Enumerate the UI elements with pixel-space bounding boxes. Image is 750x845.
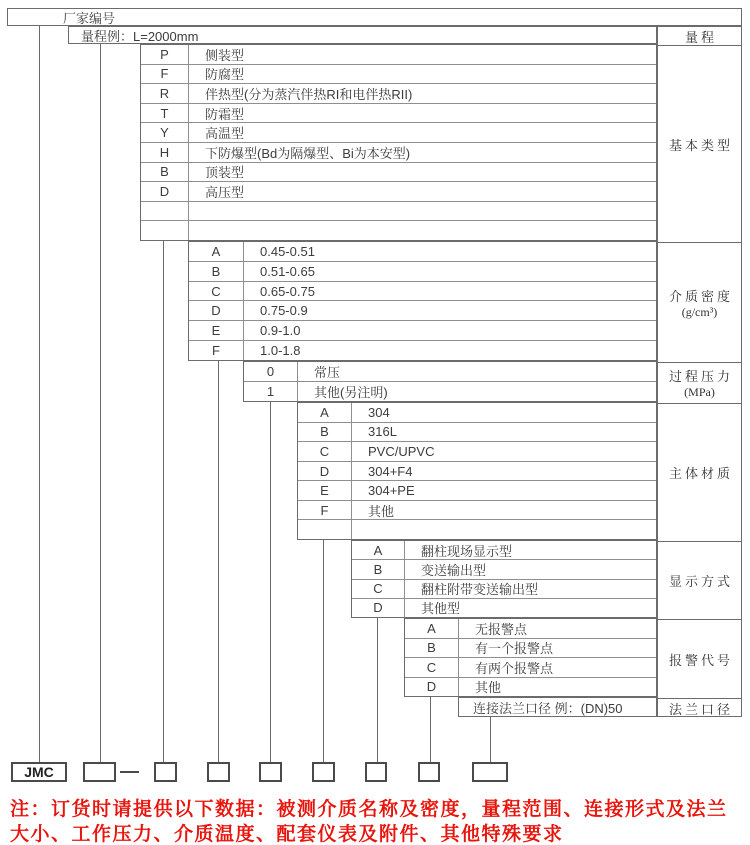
- side-label-range: 量程: [684, 29, 717, 45]
- option-row: [298, 480, 656, 500]
- side-label-flange-size: 法兰口径: [658, 698, 741, 718]
- option-row: [189, 281, 656, 301]
- option-code: A: [298, 403, 352, 422]
- option-code: 1: [244, 382, 298, 401]
- connector-line-basic-type: [163, 241, 164, 762]
- option-desc: 其他(另注明): [314, 385, 388, 400]
- option-desc: 下防爆型(Bd为隔爆型、Bi为本安型): [205, 145, 411, 161]
- side-label-basic-type: 基本类型: [658, 45, 741, 242]
- option-code: D: [189, 301, 244, 320]
- option-row: [352, 579, 656, 598]
- factory-code-row: [7, 8, 742, 26]
- option-row: [189, 320, 656, 340]
- code-box-range: [83, 762, 116, 782]
- option-desc: 0.45-0.51: [260, 243, 315, 259]
- section-medium-density: [188, 241, 657, 361]
- option-desc: [352, 520, 656, 539]
- option-desc: 其他: [368, 503, 395, 519]
- option-code: B: [141, 163, 189, 182]
- option-row: [352, 559, 656, 578]
- option-row: [352, 541, 656, 559]
- option-code: B: [298, 423, 352, 442]
- option-code: [298, 520, 352, 539]
- option-desc: 0.65-0.75: [260, 283, 315, 299]
- option-row: [298, 441, 656, 461]
- option-desc: 其他型: [421, 601, 461, 617]
- option-code: C: [405, 658, 459, 677]
- option-row: [141, 45, 656, 64]
- option-row: [244, 362, 656, 381]
- connector-line-alarm: [430, 697, 431, 762]
- option-desc: 变送输出型: [421, 562, 487, 578]
- option-code: B: [352, 560, 405, 578]
- connector-line-flange: [490, 717, 491, 762]
- option-row: [405, 677, 656, 697]
- option-row: [141, 83, 656, 103]
- option-code: D: [298, 462, 352, 481]
- option-desc: 常压: [314, 365, 341, 380]
- option-row: [189, 242, 656, 261]
- option-row: [405, 657, 656, 677]
- side-label-alarm-code: 报警代号: [658, 619, 741, 698]
- section-process-pressure: [243, 361, 657, 402]
- flange-size-label: 连接法兰口径 例：(DN)50: [473, 700, 623, 716]
- ordering-note: [10, 797, 746, 845]
- section-body-material: [297, 402, 657, 540]
- option-desc: [189, 221, 656, 240]
- option-row: [141, 64, 656, 84]
- option-row: [244, 381, 656, 401]
- option-row: [141, 162, 656, 182]
- option-desc: PVC/UPVC: [368, 443, 435, 459]
- option-desc: 0.75-0.9: [260, 303, 308, 319]
- option-desc: 304: [368, 404, 390, 420]
- connector-line-density: [218, 361, 219, 762]
- option-row: [141, 201, 656, 221]
- option-desc: 316L: [368, 424, 397, 440]
- side-label-process-pressure: 过程压力 (MPa): [658, 362, 741, 403]
- option-row: [189, 300, 656, 320]
- model-code-box: JMC: [11, 762, 67, 782]
- range-example-row: [68, 26, 657, 44]
- option-code: A: [189, 242, 244, 261]
- side-label-display-mode: 显示方式: [658, 541, 741, 619]
- option-desc: 高压型: [205, 184, 245, 200]
- option-code: A: [405, 619, 459, 638]
- option-desc: 防霜型: [205, 106, 245, 122]
- option-code: E: [298, 481, 352, 500]
- factory-code-label: 厂家编号: [63, 10, 116, 26]
- option-code: B: [405, 639, 459, 658]
- section-basic-type: [140, 44, 657, 241]
- option-code: [141, 221, 189, 240]
- option-desc: 无报警点: [475, 621, 528, 637]
- side-label-body-material: 主体材质: [658, 403, 741, 541]
- connector-line-factory: [39, 26, 40, 762]
- connector-line-display: [377, 618, 378, 762]
- option-code: 0: [244, 362, 298, 381]
- section-display-mode: [351, 540, 657, 618]
- option-row: [352, 598, 656, 617]
- option-row: [141, 220, 656, 240]
- code-box-material: [312, 762, 335, 782]
- code-box-alarm: [418, 762, 440, 782]
- connector-line-range: [100, 44, 101, 762]
- connector-line-material: [323, 540, 324, 762]
- option-row: [141, 103, 656, 123]
- range-example-label: 量程例：L=2000mm: [81, 28, 199, 44]
- dash-separator: [120, 771, 139, 773]
- code-box-display: [365, 762, 387, 782]
- option-row: [141, 142, 656, 162]
- option-desc: 有两个报警点: [475, 660, 554, 676]
- option-desc: 翻柱附带变送输出型: [421, 582, 539, 598]
- option-desc: 防腐型: [205, 67, 245, 83]
- option-desc: 1.0-1.8: [260, 343, 301, 359]
- code-box-basic-type: [154, 762, 177, 782]
- code-box-pressure: [259, 762, 282, 782]
- option-desc: 0.9-1.0: [260, 323, 301, 339]
- option-desc: 高温型: [205, 126, 245, 142]
- option-code: D: [352, 599, 405, 617]
- option-code: F: [189, 341, 244, 360]
- option-desc: [189, 202, 656, 221]
- option-code: H: [141, 143, 189, 162]
- option-code: R: [141, 84, 189, 103]
- option-row: [405, 638, 656, 658]
- option-code: A: [352, 541, 405, 559]
- option-code: D: [141, 182, 189, 201]
- ordering-note-line2: 大小、工作压力、介质温度、配套仪表及附件、其他特殊要求: [10, 824, 564, 845]
- option-code: C: [298, 442, 352, 461]
- option-row: [298, 461, 656, 481]
- option-desc: 其他: [475, 680, 502, 696]
- option-desc: 304+F4: [368, 463, 413, 479]
- option-desc: 顶装型: [205, 165, 245, 181]
- option-code: C: [189, 282, 244, 301]
- option-row: [298, 422, 656, 442]
- option-row: [141, 122, 656, 142]
- ordering-note-line1: 注：订货时请提供以下数据：被测介质名称及密度，量程范围、连接形式及法兰: [10, 799, 728, 820]
- code-box-density: [207, 762, 230, 782]
- option-code: F: [298, 501, 352, 520]
- option-row: [189, 340, 656, 360]
- option-row: [298, 500, 656, 520]
- option-code: F: [141, 65, 189, 84]
- option-desc: 0.51-0.65: [260, 263, 315, 279]
- option-row: [141, 181, 656, 201]
- option-row: [298, 519, 656, 539]
- side-label-medium-density: 介质密度 (g/cm³): [658, 242, 741, 362]
- option-code: C: [352, 580, 405, 598]
- option-desc: 侧装型: [205, 47, 245, 63]
- option-code: Y: [141, 123, 189, 142]
- option-desc: 304+PE: [368, 483, 415, 499]
- code-box-flange: [472, 762, 508, 782]
- option-code: E: [189, 321, 244, 340]
- connector-line-pressure: [270, 402, 271, 762]
- option-code: B: [189, 262, 244, 281]
- option-desc: 有一个报警点: [475, 641, 554, 657]
- flange-size-row: [458, 697, 657, 717]
- option-code: [141, 202, 189, 221]
- option-row: [189, 261, 656, 281]
- option-desc: 伴热型(分为蒸汽伴热RI和电伴热RII): [205, 86, 413, 102]
- option-desc: 翻柱现场显示型: [421, 543, 513, 559]
- section-alarm-code: [404, 618, 657, 697]
- option-code: D: [405, 678, 459, 697]
- side-label-column: [657, 26, 742, 717]
- option-row: [405, 619, 656, 638]
- option-code: T: [141, 104, 189, 123]
- option-row: [298, 403, 656, 422]
- option-code: P: [141, 45, 189, 64]
